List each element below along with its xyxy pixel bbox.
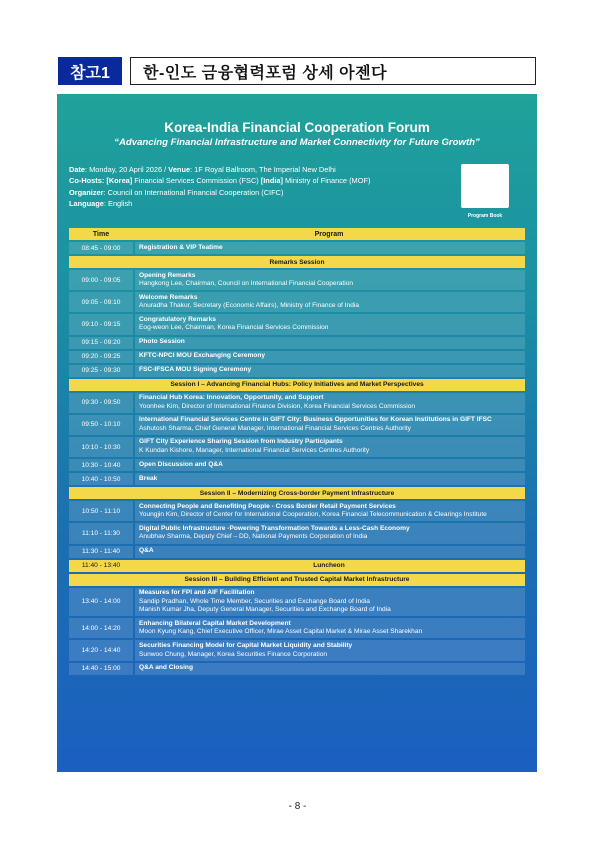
row-program: [135, 501, 525, 521]
row-program: [135, 473, 525, 485]
page-number: - 8 -: [288, 801, 307, 812]
row-time: 09:10 - 09:15: [69, 314, 133, 334]
row-program: [135, 314, 525, 334]
program-table: [69, 228, 525, 675]
row-program: [135, 415, 525, 435]
row-title: Congratulatory Remarks: [139, 315, 216, 323]
cohosts-label: Co-Hosts: [69, 176, 102, 186]
row-time: 11:30 - 11:40: [69, 546, 133, 558]
row-time: 09:00 - 09:05: [69, 270, 133, 290]
row-title: Welcome Remarks: [139, 293, 198, 301]
venue-value: : 1F Royal Ballroom, The Imperial New Delhi: [190, 165, 336, 174]
header-program: Program: [314, 230, 344, 238]
lunch-row: [69, 560, 525, 572]
row-title: Break: [139, 474, 158, 482]
table-row: [69, 270, 525, 290]
row-time: 09:20 - 09:25: [69, 351, 133, 363]
cohost-india-value: Ministry of Finance (MOF): [282, 176, 371, 186]
table-row: [69, 588, 525, 617]
table-row: [69, 640, 525, 660]
row-title: FSC-IFSCA MOU Signing Ceremony: [139, 366, 252, 374]
row-program: [135, 393, 525, 413]
cohost-korea-tag: : [Korea]: [101, 176, 133, 186]
row-program: [135, 640, 525, 660]
row-time: 11:40 - 13:40: [81, 562, 121, 569]
row-time: 14:20 - 14:40: [69, 640, 133, 660]
table-row: [69, 437, 525, 457]
row-title: Q&A: [139, 547, 154, 555]
forum-poster: [57, 94, 537, 772]
qr-code-placeholder: [461, 164, 509, 208]
row-speaker: Anubhav Sharma, Deputy Chief – DD, National Payments Corporation of India: [139, 533, 368, 541]
row-title: GIFT City Experience Sharing Session from Industry Participants: [139, 438, 343, 446]
row-title: KFTC-NPCI MOU Exchanging Ceremony: [139, 352, 266, 360]
cohost-india-tag: [India]: [260, 176, 283, 186]
row-time: 14:00 - 14:20: [69, 618, 133, 638]
row-speaker: Eog-weon Lee, Chairman, Korea Financial Services Commission: [139, 324, 329, 332]
cohosts-line: [69, 175, 449, 186]
row-time: 10:10 - 10:30: [69, 437, 133, 457]
qr-label: Program Book: [467, 213, 503, 219]
organizer-label: Organizer: [69, 187, 104, 197]
table-row: [69, 618, 525, 638]
row-program: [135, 546, 525, 558]
table-row: [69, 314, 525, 334]
session-header: Session III – Building Efficient and Trusted Capital Market Infrastructure: [69, 574, 525, 586]
row-program: [135, 459, 525, 471]
poster-title: Korea-India Financial Cooperation Forum: [164, 120, 430, 135]
row-time: 09:05 - 09:10: [69, 292, 133, 312]
row-speaker: Ashutosh Sharma, Chief General Manager, International Financial Services Centres Authority: [139, 424, 411, 432]
row-program: [135, 337, 525, 349]
row-program: [135, 437, 525, 457]
session-header: Session II – Modernizing Cross-border Payment Infrastructure: [69, 487, 525, 499]
row-speaker: K Kundan Kishore, Manager, International Financial Services Centres Authority: [139, 447, 370, 455]
row-speaker: Yoonhee Kim, Director of International Finance Division, Korea Financial Services Commission: [139, 402, 416, 410]
table-header: [69, 228, 525, 240]
row-program: [135, 270, 525, 290]
row-title: International Financial Services Centre in GIFT City: Business Opportunities for Korean Institutions in GIFT IFSC: [139, 416, 492, 424]
row-time: 08:45 - 09:00: [69, 242, 133, 254]
language-line: [69, 198, 449, 209]
row-program: [135, 365, 525, 377]
row-speaker: Hangkong Lee, Chairman, Council on International Financial Cooperation: [139, 280, 354, 288]
table-row: [69, 337, 525, 349]
row-time: 09:15 - 09:20: [69, 337, 133, 349]
table-row: [69, 242, 525, 254]
language-value: : English: [103, 199, 133, 209]
venue-label: Venue: [168, 165, 191, 174]
page-title: 한-인도 금융협력포럼 상세 아젠다: [130, 57, 536, 85]
row-speaker: Manish Kumar Jha, Deputy General Manager, Securities and Exchange Board of India: [139, 606, 391, 614]
date-value: : Monday, 20 April 2026 /: [85, 165, 169, 174]
row-program: [135, 618, 525, 638]
row-speaker: Sunwoo Chung, Manager, Korea Securities Finance Corporation: [139, 650, 328, 658]
table-row: [69, 292, 525, 312]
table-row: [69, 663, 525, 675]
table-row: [69, 351, 525, 363]
row-time: 11:10 - 11:30: [69, 523, 133, 543]
row-speaker: Youngjin Kim, Director of Center for International Cooperation, Korea Financial Telecommunication & Clearings Institute: [139, 511, 487, 519]
organizer-line: [69, 187, 449, 198]
row-title: Connecting People and Benefiting People - Cross Border Retail Payment Services: [139, 502, 396, 510]
language-label: Language: [69, 199, 104, 209]
poster-subtitle: “Advancing Financial Infrastructure and Market Connectivity for Future Growth”: [114, 137, 480, 148]
session-header: Remarks Session: [69, 256, 525, 268]
row-program: [135, 242, 525, 254]
table-row: [69, 365, 525, 377]
row-time: 14:40 - 15:00: [69, 663, 133, 675]
row-time: 10:40 - 10:50: [69, 473, 133, 485]
table-row: [69, 501, 525, 521]
row-title: Digital Public Infrastructure -Powering Transformation Towards a Less-Cash Economy: [139, 524, 410, 532]
appendix-tag: 참고1: [58, 57, 122, 85]
row-title: Financial Hub Korea: Innovation, Opportunity, and Support: [139, 394, 324, 402]
table-row: [69, 459, 525, 471]
row-time: 09:50 - 10:10: [69, 415, 133, 435]
event-meta: [69, 164, 449, 210]
row-title: Open Discussion and Q&A: [139, 460, 223, 468]
row-time: 10:50 - 11:10: [69, 501, 133, 521]
row-title: Securities Financing Model for Capital Market Liquidity and Stability: [139, 641, 353, 649]
row-program: [135, 351, 525, 363]
row-speaker: Sandip Pradhan, Whole Time Member, Securities and Exchange Board of India: [139, 597, 370, 605]
row-title: Enhancing Bilateral Capital Market Development: [139, 619, 291, 627]
row-title: Photo Session: [139, 338, 185, 346]
row-title: Opening Remarks: [139, 271, 196, 279]
row-title: Q&A and Closing: [139, 664, 193, 672]
table-row: [69, 523, 525, 543]
row-speaker: Anuradha Thakur, Secretary (Economic Affairs), Ministry of Finance of India: [139, 302, 360, 310]
row-speaker: Moon Kyung Kang, Chief Executive Officer, Mirae Asset Capital Market & Mirae Asset Sharekhan: [139, 628, 423, 636]
cohost-korea-value: Financial Services Commission (FSC): [132, 176, 261, 186]
row-time: 09:25 - 09:30: [69, 365, 133, 377]
row-program: [135, 523, 525, 543]
row-program: [135, 588, 525, 617]
date-venue-line: [69, 164, 449, 175]
row-time: 13:40 - 14:00: [69, 588, 133, 617]
table-row: [69, 546, 525, 558]
row-time: 09:30 - 09:50: [69, 393, 133, 413]
header-time: Time: [92, 230, 110, 238]
table-row: [69, 415, 525, 435]
table-row: [69, 473, 525, 485]
row-program: [135, 663, 525, 675]
organizer-value: : Council on International Financial Cooperation (CIFC): [103, 187, 284, 197]
date-label: Date: [69, 165, 86, 174]
row-time: 10:30 - 10:40: [69, 459, 133, 471]
table-body: [69, 242, 525, 675]
row-program: [135, 292, 525, 312]
table-row: [69, 393, 525, 413]
row-title: Measures for FPI and AIF Facilitation: [139, 589, 255, 596]
row-title: Registration & VIP Teatime: [139, 243, 223, 251]
row-title: Luncheon: [313, 562, 345, 569]
session-header: Session I – Advancing Financial Hubs: Policy Initiatives and Market Perspectives: [69, 379, 525, 391]
